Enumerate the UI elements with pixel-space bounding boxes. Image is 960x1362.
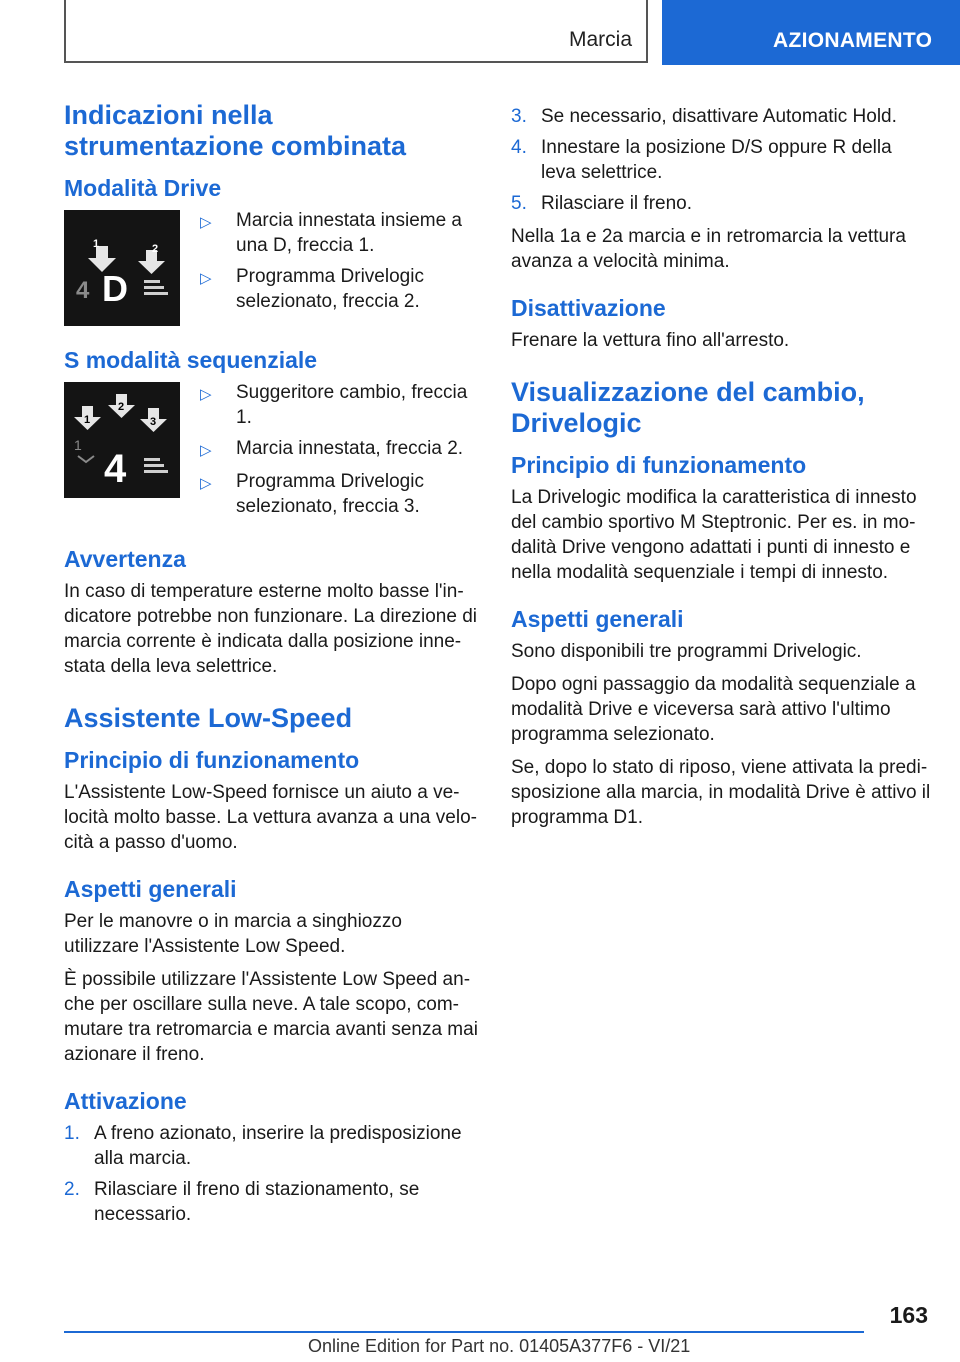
deactivation-text: Frenare la vettura fino all'arresto. [511, 330, 790, 351]
drivelogic-bars-icon [144, 458, 168, 473]
minimum-speed-note: Nella 1a e 2a marcia e in retromarcia la vettura avanza a velocità minima. [511, 226, 906, 272]
heading-warning: Avvertenza [64, 546, 186, 572]
general-text-1: Sono disponibili tre programmi Drivelogic. [511, 641, 862, 662]
arrow-2-label: 2 [152, 243, 159, 255]
gear-label: 4 [104, 447, 127, 491]
warning-text: In caso di temperature esterne molto basse l'indicatore potrebbe non funzionare. La direzione di marcia corrente è indicata dalla posizione innestata della leva selettrice. [64, 581, 478, 677]
list-item: 5. Rilasciare il freno. [511, 193, 692, 214]
triangle-bullet-icon: ▷ [200, 386, 212, 403]
general-text-1: Per le manovre o in marcia a singhiozzo utilizzare l'Assistente Low Speed. [64, 911, 402, 957]
triangle-bullet-icon: ▷ [200, 214, 212, 231]
section-title: AZIONAMENTO [773, 29, 933, 52]
activation-steps-continued [511, 104, 931, 216]
heading-drivelogic-display: Visualizzazione del cambio, Drivelogic [511, 377, 865, 438]
list-item: 1. A freno azionato, inserire la predisposizione alla marcia. [64, 1123, 462, 1169]
triangle-bullet-icon: ▷ [200, 475, 212, 492]
sequential-mode-figure-row [64, 380, 479, 525]
principle-text: L'Assistente Low-Speed fornisce un aiuto a velocità molto basse. La vettura avanza a una velocità a passo d'uomo. [64, 782, 477, 853]
triangle-bullet-icon: ▷ [200, 270, 212, 287]
heading-low-speed-assistant: Assistente Low-Speed [64, 703, 353, 733]
right-column [511, 104, 931, 838]
list-item: 4. Innestare la posizione D/S oppure R della leva selettrice. [511, 137, 892, 183]
general-text-2: È possibile utilizzare l'Assistente Low Speed anche per oscillare sulla neve. A tale scopo, commutare tra retromarcia e marcia avanti senza mai azionare il freno. [64, 969, 478, 1065]
drive-mode-display-image [64, 210, 180, 326]
drive-mode-bullets [200, 208, 479, 326]
page-number: 163 [889, 1302, 928, 1328]
list-item: ▷ Suggeritore cambio, freccia 1. [200, 382, 468, 428]
list-item: 2. Rilasciare il freno di stazionamento, se necessario. [64, 1179, 420, 1225]
general-text-2: Dopo ogni passaggio da modalità sequenziale a modalità Drive e viceversa sarà attivo l'ultimo programma selezionato. [511, 674, 916, 745]
chevron-down-icon [78, 456, 94, 462]
section-tab [662, 0, 960, 65]
footer-edition: Online Edition for Part no. 01405A377F6 - VI/21 [308, 1336, 691, 1356]
triangle-bullet-icon: ▷ [200, 442, 212, 459]
list-item: ▷ Marcia innestata, freccia 2. [200, 436, 479, 463]
chapter-box [64, 0, 648, 63]
left-column [64, 100, 479, 1235]
dim-gear-label: 1 [74, 437, 82, 453]
gear-label: D [102, 268, 128, 309]
list-item: ▷ Programma Drivelogic selezionato, freccia 3. [200, 471, 424, 517]
list-item: ▷ Programma Drivelogic selezionato, freccia 2. [200, 266, 424, 312]
arrow-3-label: 3 [150, 416, 157, 428]
drive-mode-figure-row [64, 208, 479, 326]
heading-general-aspects: Aspetti generali [64, 876, 237, 902]
heading-deactivation: Disattivazione [511, 295, 666, 321]
sequential-mode-bullets [200, 380, 479, 525]
page-header [0, 0, 960, 66]
heading-operating-principle: Principio di funzionamento [511, 452, 807, 478]
chapter-title: Marcia [568, 28, 632, 51]
heading-instrument-display: Indicazioni nella strumentazione combinata [64, 100, 407, 161]
principle-text: La Drivelogic modifica la caratteristica di innesto del cambio sportivo M Steptronic. Per es. in modalità Drive vengono adattati i punti di innesto e nella modalità sequenziale i tempi di innesto. [511, 487, 917, 583]
drivelogic-bars-icon [144, 280, 168, 295]
arrow-1-label: 1 [93, 238, 100, 250]
heading-drive-mode: Modalità Drive [64, 175, 222, 201]
heading-sequential-mode: S modalità sequenziale [64, 347, 318, 373]
heading-general-aspects: Aspetti generali [511, 606, 684, 632]
heading-operating-principle: Principio di funzionamento [64, 747, 360, 773]
footer-divider [64, 1331, 864, 1333]
heading-activation: Attivazione [64, 1088, 187, 1114]
dim-gear-label: 4 [76, 277, 90, 304]
arrow-2-label: 2 [118, 401, 125, 413]
list-item: ▷ Marcia innestata insieme a una D, freccia 1. [200, 210, 462, 256]
list-item: 3. Se necessario, disattivare Automatic Hold. [511, 106, 897, 127]
general-text-3: Se, dopo lo stato di riposo, viene attivata la predisposizione alla marcia, in modalità Drive è attivo il programma D1. [511, 757, 931, 828]
activation-steps [64, 1121, 479, 1227]
arrow-1-label: 1 [84, 414, 91, 426]
sequential-mode-display-image [64, 382, 180, 498]
